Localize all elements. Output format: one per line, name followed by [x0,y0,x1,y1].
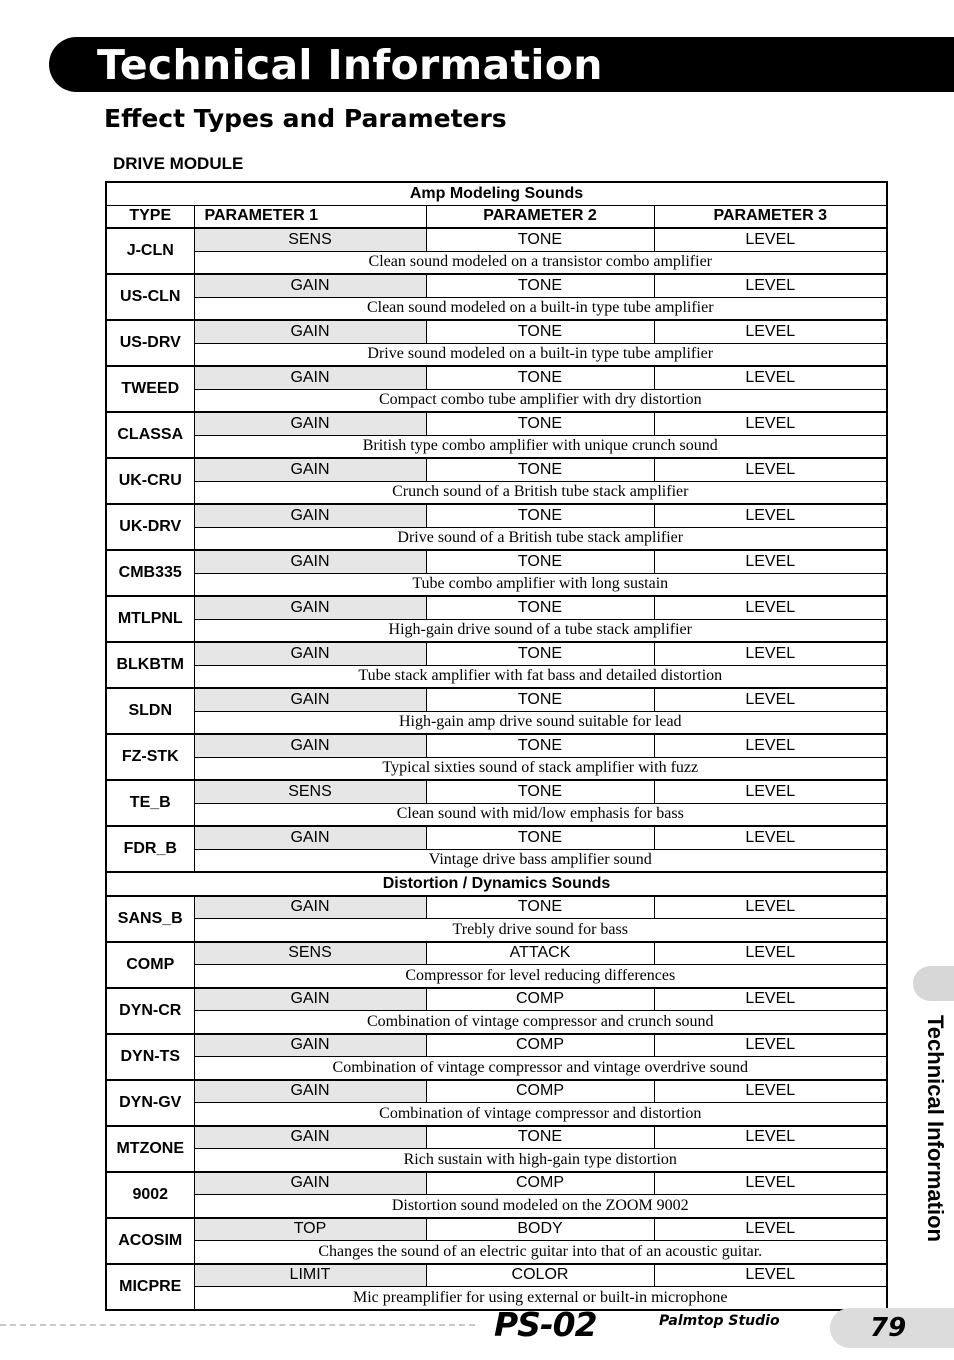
effect-type: MICPRE [106,1264,194,1310]
effect-type: DYN-TS [106,1034,194,1080]
product-logo: PS-02 [494,1305,597,1344]
parameter-3: LEVEL [654,1172,887,1195]
parameter-3: LEVEL [654,412,887,435]
effect-description: Tube combo amplifier with long sustain [194,573,887,596]
effect-parameter-row [106,734,887,757]
parameter-2: TONE [426,596,654,619]
effect-type: FZ-STK [106,734,194,780]
parameter-3: LEVEL [654,1126,887,1149]
parameter-3: LEVEL [654,458,887,481]
effect-parameter-row [106,780,887,803]
effect-description-row [106,619,887,642]
parameter-1: GAIN [194,1080,426,1103]
effect-type: CMB335 [106,550,194,596]
effect-parameter-row [106,896,887,919]
effect-type: MTLPNL [106,596,194,642]
column-header-parameter-2: PARAMETER 2 [426,205,654,228]
parameter-1: GAIN [194,504,426,527]
effect-description-row [106,435,887,458]
parameter-3: LEVEL [654,688,887,711]
parameter-1: GAIN [194,1172,426,1195]
parameter-1: GAIN [194,274,426,297]
parameter-2: BODY [426,1218,654,1241]
parameter-2: COMP [426,1172,654,1195]
header-bar [49,37,954,92]
effect-description-row [106,849,887,872]
parameter-2: TONE [426,688,654,711]
parameter-1: GAIN [194,642,426,665]
side-tab [913,966,954,1001]
group-header-row [106,182,887,205]
effect-description: Rich sustain with high-gain type distortion [194,1149,887,1172]
parameter-3: LEVEL [654,1080,887,1103]
effect-description: Clean sound modeled on a transistor combo amplifier [194,251,887,274]
effect-description-row [106,1103,887,1126]
effect-type: ACOSIM [106,1218,194,1264]
parameter-3: LEVEL [654,734,887,757]
effect-parameter-row [106,274,887,297]
effect-type: TE_B [106,780,194,826]
parameter-2: TONE [426,320,654,343]
effect-type: SANS_B [106,896,194,942]
parameter-3: LEVEL [654,942,887,965]
column-header-row [106,205,887,228]
parameter-1: GAIN [194,826,426,849]
effect-description-row [106,573,887,596]
effect-description-row [106,919,887,942]
effect-description: High-gain drive sound of a tube stack amplifier [194,619,887,642]
parameter-1: SENS [194,942,426,965]
parameter-1: SENS [194,780,426,803]
page-title: Technical Information [97,41,603,89]
effect-parameter-row [106,942,887,965]
parameter-2: TONE [426,412,654,435]
parameter-1: GAIN [194,458,426,481]
effect-parameter-row [106,1218,887,1241]
group-heading: Amp Modeling Sounds [106,182,887,205]
parameter-1: GAIN [194,1126,426,1149]
parameter-2: TONE [426,550,654,573]
effect-description: High-gain amp drive sound suitable for lead [194,711,887,734]
effect-parameters-table [105,181,888,1311]
effect-description-row [106,1057,887,1080]
effect-description: British type combo amplifier with unique crunch sound [194,435,887,458]
parameter-2: TONE [426,504,654,527]
effect-description-row [106,665,887,688]
effect-parameter-row [106,1080,887,1103]
effect-type: TWEED [106,366,194,412]
effect-description-row [106,965,887,988]
parameter-2: TONE [426,228,654,251]
effect-parameter-row [106,550,887,573]
section-title: Effect Types and Parameters [104,104,507,133]
effect-description: Compact combo tube amplifier with dry distortion [194,389,887,412]
group-heading: Distortion / Dynamics Sounds [106,872,887,896]
effect-description-row [106,297,887,320]
effect-description: Compressor for level reducing differences [194,965,887,988]
column-header-parameter-3: PARAMETER 3 [654,205,887,228]
effect-type: BLKBTM [106,642,194,688]
effect-description-row [106,1195,887,1218]
effect-type: US-DRV [106,320,194,366]
effect-parameter-row [106,596,887,619]
parameter-1: SENS [194,228,426,251]
parameter-1: LIMIT [194,1264,426,1287]
parameter-1: GAIN [194,1034,426,1057]
effect-description: Typical sixties sound of stack amplifier with fuzz [194,757,887,780]
parameter-1: GAIN [194,320,426,343]
column-header-parameter-1: PARAMETER 1 [194,205,426,228]
effect-description: Mic preamplifier for using external or built-in microphone [194,1287,887,1310]
parameter-1: GAIN [194,596,426,619]
parameter-1: GAIN [194,550,426,573]
parameter-2: COMP [426,1034,654,1057]
effect-description-row [106,527,887,550]
effect-type: DYN-CR [106,988,194,1034]
effect-description: Vintage drive bass amplifier sound [194,849,887,872]
effect-description-row [106,757,887,780]
effect-description: Drive sound of a British tube stack amplifier [194,527,887,550]
effect-description-row [106,389,887,412]
effect-parameter-row [106,988,887,1011]
parameter-1: GAIN [194,896,426,919]
effect-description: Trebly drive sound for bass [194,919,887,942]
effect-parameter-row [106,458,887,481]
parameter-3: LEVEL [654,550,887,573]
effect-description-row [106,803,887,826]
product-name: Palmtop Studio [659,1313,780,1329]
effect-description: Changes the sound of an electric guitar into that of an acoustic guitar. [194,1241,887,1264]
effect-type: J-CLN [106,228,194,274]
parameter-2: TONE [426,458,654,481]
effect-type: MTZONE [106,1126,194,1172]
effect-type: UK-CRU [106,458,194,504]
effect-description: Drive sound modeled on a built-in type tube amplifier [194,343,887,366]
effect-description: Distortion sound modeled on the ZOOM 9002 [194,1195,887,1218]
parameter-1: GAIN [194,366,426,389]
parameter-3: LEVEL [654,504,887,527]
effect-description-row [106,343,887,366]
effect-description-row [106,1011,887,1034]
effect-description-row [106,481,887,504]
effect-description-row [106,711,887,734]
parameter-3: LEVEL [654,988,887,1011]
module-title: DRIVE MODULE [113,154,244,173]
parameter-3: LEVEL [654,642,887,665]
effect-type: UK-DRV [106,504,194,550]
effect-parameter-row [106,1172,887,1195]
effect-description: Combination of vintage compressor and vintage overdrive sound [194,1057,887,1080]
parameter-1: TOP [194,1218,426,1241]
effect-description: Combination of vintage compressor and distortion [194,1103,887,1126]
parameter-2: TONE [426,642,654,665]
effect-type: DYN-GV [106,1080,194,1126]
effect-parameter-row [106,1264,887,1287]
effect-type: US-CLN [106,274,194,320]
parameter-1: GAIN [194,988,426,1011]
parameter-2: TONE [426,780,654,803]
footer-divider [0,1324,475,1326]
parameter-3: LEVEL [654,1034,887,1057]
effect-parameter-row [106,1034,887,1057]
parameter-2: TONE [426,826,654,849]
effect-parameter-row [106,504,887,527]
parameter-3: LEVEL [654,228,887,251]
effect-description: Combination of vintage compressor and crunch sound [194,1011,887,1034]
effect-type: 9002 [106,1172,194,1218]
effect-parameter-row [106,642,887,665]
effect-parameter-row [106,826,887,849]
effect-type: SLDN [106,688,194,734]
parameter-2: COMP [426,988,654,1011]
effect-description-row [106,1241,887,1264]
table-body [106,182,887,1310]
effect-description: Tube stack amplifier with fat bass and detailed distortion [194,665,887,688]
effect-description: Clean sound modeled on a built-in type tube amplifier [194,297,887,320]
effect-description: Clean sound with mid/low emphasis for bass [194,803,887,826]
parameter-2: TONE [426,896,654,919]
parameter-3: LEVEL [654,320,887,343]
parameter-1: GAIN [194,734,426,757]
parameter-2: COLOR [426,1264,654,1287]
parameter-3: LEVEL [654,274,887,297]
parameter-2: TONE [426,1126,654,1149]
page-number-tab [830,1308,954,1348]
parameter-3: LEVEL [654,1218,887,1241]
parameter-3: LEVEL [654,366,887,389]
parameter-2: COMP [426,1080,654,1103]
effect-parameter-row [106,412,887,435]
effect-type: FDR_B [106,826,194,872]
effect-description-row [106,1149,887,1172]
parameter-3: LEVEL [654,780,887,803]
parameter-1: GAIN [194,412,426,435]
parameter-1: GAIN [194,688,426,711]
effect-parameter-row [106,366,887,389]
side-tab-label: Technical Information [923,1015,948,1242]
effect-type: COMP [106,942,194,988]
parameter-3: LEVEL [654,896,887,919]
effect-parameter-row [106,1126,887,1149]
parameter-3: LEVEL [654,596,887,619]
effect-description-row [106,251,887,274]
parameter-3: LEVEL [654,1264,887,1287]
parameter-2: TONE [426,366,654,389]
parameter-2: ATTACK [426,942,654,965]
effect-description: Crunch sound of a British tube stack amplifier [194,481,887,504]
effect-parameter-row [106,228,887,251]
page-number: 79 [870,1313,907,1343]
parameter-3: LEVEL [654,826,887,849]
parameter-2: TONE [426,274,654,297]
effect-parameter-row [106,320,887,343]
effect-type: CLASSA [106,412,194,458]
group-header-row [106,872,887,896]
column-header-type: TYPE [106,205,194,228]
parameter-2: TONE [426,734,654,757]
effect-parameter-row [106,688,887,711]
